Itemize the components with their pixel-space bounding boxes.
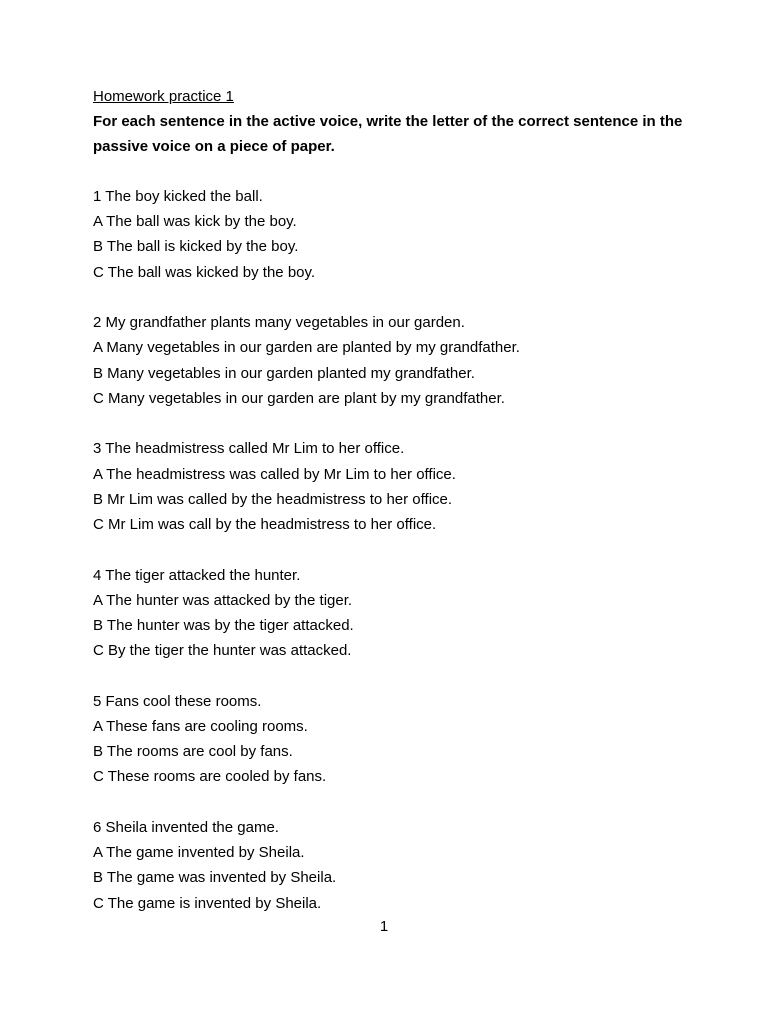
answer-option: C These rooms are cooled by fans. <box>93 768 327 786</box>
question-prompt: 1 The boy kicked the ball. <box>93 188 263 205</box>
answer-option: C Many vegetables in our garden are plant by my grandfather. <box>93 389 505 407</box>
answer-option: A The headmistress was called by Mr Lim to her office. <box>93 465 456 483</box>
document-page <box>93 84 693 941</box>
question-prompt: 4 The tiger attacked the hunter. <box>93 566 301 584</box>
question-block <box>93 436 693 537</box>
answer-option: A The game invented by Sheila. <box>93 844 305 862</box>
answer-option: B Mr Lim was called by the headmistress to her office. <box>93 490 453 508</box>
answer-option: C Mr Lim was call by the headmistress to her office. <box>93 516 437 534</box>
question-prompt: 3 The headmistress called Mr Lim to her office. <box>93 440 405 458</box>
question-prompt: 6 Sheila invented the game. <box>93 819 279 837</box>
page-heading: Homework practice 1 <box>93 88 234 105</box>
answer-option: C By the tiger the hunter was attacked. <box>93 642 352 660</box>
answer-option: A Many vegetables in our garden are planted by my grandfather. <box>93 339 520 357</box>
instructions: For each sentence in the active voice, write the letter of the correct sentence in the passive voice on a piece of paper. <box>93 113 683 155</box>
answer-option: B Many vegetables in our garden planted my grandfather. <box>93 364 475 382</box>
question-block <box>93 563 693 664</box>
question-block <box>93 689 693 790</box>
answer-option: B The ball is kicked by the boy. <box>93 238 299 256</box>
answer-option: B The rooms are cool by fans. <box>93 743 293 761</box>
answer-option: C The game is invented by Sheila. <box>93 894 322 912</box>
answer-option: A The hunter was attacked by the tiger. <box>93 591 353 609</box>
question-block <box>93 184 693 285</box>
answer-option: B The hunter was by the tiger attacked. <box>93 617 354 635</box>
answer-option: C The ball was kicked by the boy. <box>93 263 316 281</box>
question-block <box>93 310 693 411</box>
question-prompt: 2 My grandfather plants many vegetables in our garden. <box>93 314 465 332</box>
question-prompt: 5 Fans cool these rooms. <box>93 692 262 710</box>
answer-option: B The game was invented by Sheila. <box>93 869 337 887</box>
answer-option: A The ball was kick by the boy. <box>93 213 297 231</box>
question-block <box>93 815 693 916</box>
page-number: 1 <box>379 918 389 935</box>
answer-option: A These fans are cooling rooms. <box>93 718 308 736</box>
